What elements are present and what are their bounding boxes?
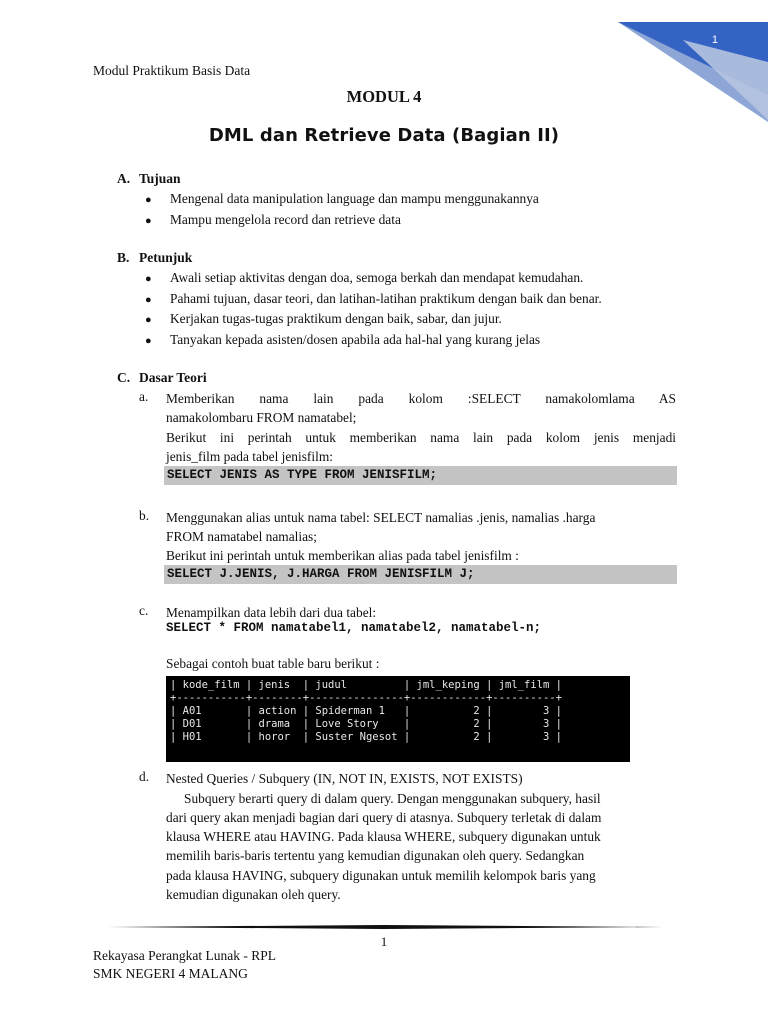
list-item <box>145 191 539 207</box>
list-item <box>145 270 583 286</box>
list-item-text: Kerjakan tugas-tugas praktikum dengan baik, sabar, dan jujur. <box>170 311 502 326</box>
console-row: | A01 | action | Spiderman 1 | 2 | 3 | <box>170 705 562 717</box>
item-c-letter: c. <box>139 603 149 618</box>
item-b-letter: b. <box>139 508 150 523</box>
list-item <box>145 291 602 307</box>
item-a-line1: Memberikan nama lain pada kolom :SELECT namakolomlama AS <box>166 391 676 406</box>
item-d-letter: d. <box>139 769 150 784</box>
item-b-line1: Menggunakan alias untuk nama tabel: SELECT namalias .jenis, namalias .harga <box>166 510 596 525</box>
bullet-icon: ● <box>145 314 152 326</box>
list-item <box>145 212 401 228</box>
list-item-text: Mengenal data manipulation language dan mampu menggunakannya <box>170 191 539 206</box>
item-c-line2: Sebagai contoh buat table baru berikut : <box>166 656 380 671</box>
code-snippet: SELECT * FROM namatabel1, namatabel2, namatabel-n; <box>166 621 542 635</box>
footer-line2: SMK NEGERI 4 MALANG <box>93 966 248 981</box>
list-item <box>145 332 540 348</box>
item-b-line2: FROM namatabel namalias; <box>166 529 317 544</box>
console-row: | H01 | horor | Suster Ngesot | 2 | 3 | <box>170 731 562 743</box>
bullet-icon: ● <box>145 335 152 347</box>
list-item-text: Mampu mengelola record dan retrieve data <box>170 212 401 227</box>
footer-line1: Rekayasa Perangkat Lunak - RPL <box>93 948 276 963</box>
section-a-heading <box>117 171 181 187</box>
bullet-icon: ● <box>145 194 152 206</box>
item-d-line: kemudian digunakan oleh query. <box>166 887 341 902</box>
bullet-icon: ● <box>145 215 152 227</box>
item-d-line: pada klausa HAVING, subquery digunakan untuk memilih kelompok baris yang <box>166 868 596 883</box>
item-a-letter: a. <box>139 389 149 404</box>
console-table-screenshot <box>166 676 630 762</box>
item-d-line: Subquery berarti query di dalam query. Dengan menggunakan subquery, hasil <box>184 791 601 806</box>
list-item-text: Awali setiap aktivitas dengan doa, semoga berkah dan mendapat kemudahan. <box>170 270 584 285</box>
list-item-text: Tanyakan kepada asisten/dosen apabila ada hal-hal yang kurang jelas <box>170 332 541 347</box>
page-corner-decoration <box>588 0 768 130</box>
section-a-letter: A. <box>117 171 131 186</box>
page-title: DML dan Retrieve Data (Bagian II) <box>208 125 560 146</box>
list-item <box>145 311 502 327</box>
section-c-heading <box>117 370 207 386</box>
page-number-badge: 1 <box>711 34 718 46</box>
item-a-line4: jenis_film pada tabel jenisfilm: <box>166 449 333 464</box>
item-d-line: klausa WHERE atau HAVING. Pada klausa WHERE, subquery digunakan untuk <box>166 829 601 844</box>
section-a-title: Tujuan <box>139 171 181 186</box>
section-c-letter: C. <box>117 370 131 385</box>
section-b-heading <box>117 250 192 266</box>
bullet-icon: ● <box>145 273 152 285</box>
item-c-line1: Menampilkan data lebih dari dua tabel: <box>166 605 377 620</box>
footer-page-number: 1 <box>380 934 388 949</box>
console-row: | D01 | drama | Love Story | 2 | 3 | <box>170 718 562 730</box>
modul-title: MODUL 4 <box>346 87 422 106</box>
item-a-line2: namakolombaru FROM namatabel; <box>166 410 357 425</box>
item-b-line3: Berikut ini perintah untuk memberikan alias pada tabel jenisfilm : <box>166 548 519 563</box>
document-header: Modul Praktikum Basis Data <box>93 63 251 78</box>
item-d-title: Nested Queries / Subquery (IN, NOT IN, EXISTS, NOT EXISTS) <box>166 771 523 786</box>
footer-divider <box>107 925 662 929</box>
section-c-title: Dasar Teori <box>139 370 207 385</box>
item-d-line: memilih baris-baris tertentu yang kemudian digunakan oleh query. Sedangkan <box>166 848 585 863</box>
bullet-icon: ● <box>145 294 152 306</box>
item-d-line: dari query akan menjadi bagian dari query di atasnya. Subquery terletak di dalam <box>166 810 602 825</box>
section-b-letter: B. <box>117 250 130 265</box>
code-snippet: SELECT J.JENIS, J.HARGA FROM JENISFILM J; <box>164 565 677 584</box>
list-item-text: Pahami tujuan, dasar teori, dan latihan-latihan praktikum dengan baik dan benar. <box>170 291 602 306</box>
console-header-row: | kode_film | jenis | judul | jml_keping | jml_film | <box>170 679 562 691</box>
console-separator: +-----------+--------+---------------+------------+----------+ <box>170 692 562 704</box>
section-b-title: Petunjuk <box>139 250 193 265</box>
item-a-line3: Berikut ini perintah untuk memberikan nama lain pada kolom jenis menjadi <box>166 430 676 445</box>
code-snippet: SELECT JENIS AS TYPE FROM JENISFILM; <box>164 466 677 485</box>
